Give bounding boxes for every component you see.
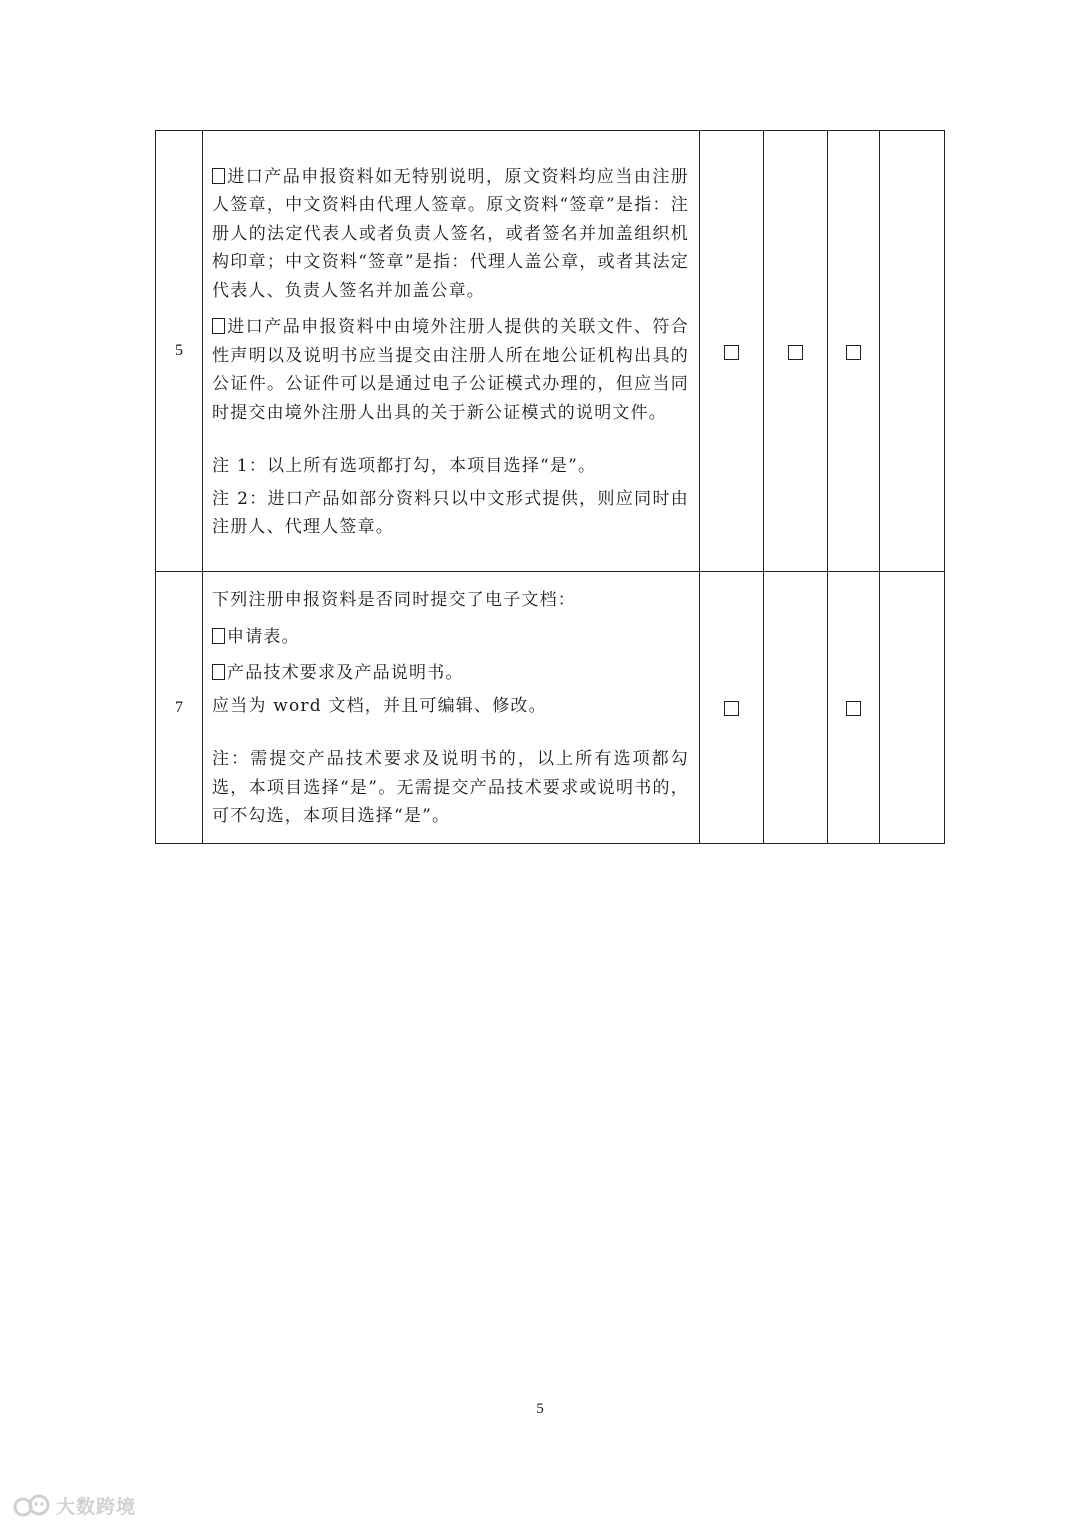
yes-column-cell [700,572,764,844]
requirement-cell [203,572,700,844]
checkbox-icon[interactable] [846,701,861,716]
requirement-cell [203,131,700,572]
table-row [156,572,945,844]
requirement-item: 进口产品申报资料中由境外注册人提供的关联文件、符合性声明以及说明书应当提交由注册人所在地公证机构出具的公证件。公证件可以是通过电子公证模式办理的，但应当同时提交由境外注册人出具的关于新公证模式的说明文件。 [212,317,689,423]
na-column-cell [828,131,880,572]
note-text: 注：需提交产品技术要求及说明书的，以上所有选项都勾选，本项目选择“是”。无需提交产品技术要求或说明书的，可不勾选，本项目选择“是”。 [212,749,689,827]
row-number: 7 [156,572,203,844]
no-column-cell [764,131,828,572]
remarks-cell [880,131,945,572]
remarks-cell [880,572,945,844]
checkbox-icon[interactable] [724,345,739,360]
review-checklist-table [155,130,945,844]
checkbox-icon[interactable] [212,664,225,680]
checkbox-icon[interactable] [212,628,225,644]
checkbox-icon[interactable] [846,345,861,360]
watermark-logo-icon [12,1493,52,1519]
note-text: 注 1：以上所有选项都打勾，本项目选择“是”。 [212,456,597,476]
requirement-intro: 下列注册申报资料是否同时提交了电子文档： [212,590,576,611]
no-column-cell [764,572,828,844]
checkbox-icon[interactable] [212,168,225,184]
requirement-item: 进口产品申报资料如无特别说明，原文资料均应当由注册人签章，中文资料由代理人签章。原文资料“签章”是指：注册人的法定代表人或者负责人签名，或者签名并加盖组织机构印章；中文资料“签章”是指：代理人盖公章，或者其法定代表人、负责人签名并加盖公章。 [212,166,689,301]
row-number: 5 [156,131,203,572]
checkbox-icon[interactable] [788,345,803,360]
watermark [12,1492,136,1519]
requirement-item: 申请表。 [212,623,689,652]
na-column-cell [828,572,880,844]
watermark-text: 大数跨境 [56,1496,137,1518]
yes-column-cell [700,131,764,572]
requirement-item: 产品技术要求及产品说明书。 [212,659,689,688]
note-text: 注 2：进口产品如部分资料只以中文形式提供，则应同时由注册人、代理人签章。 [212,488,689,537]
requirement-text: 应当为 word 文档，并且可编辑、修改。 [212,695,547,716]
page-number: 5 [536,1401,544,1417]
checkbox-icon[interactable] [724,701,739,716]
checkbox-icon[interactable] [212,318,225,334]
table-row [156,131,945,572]
